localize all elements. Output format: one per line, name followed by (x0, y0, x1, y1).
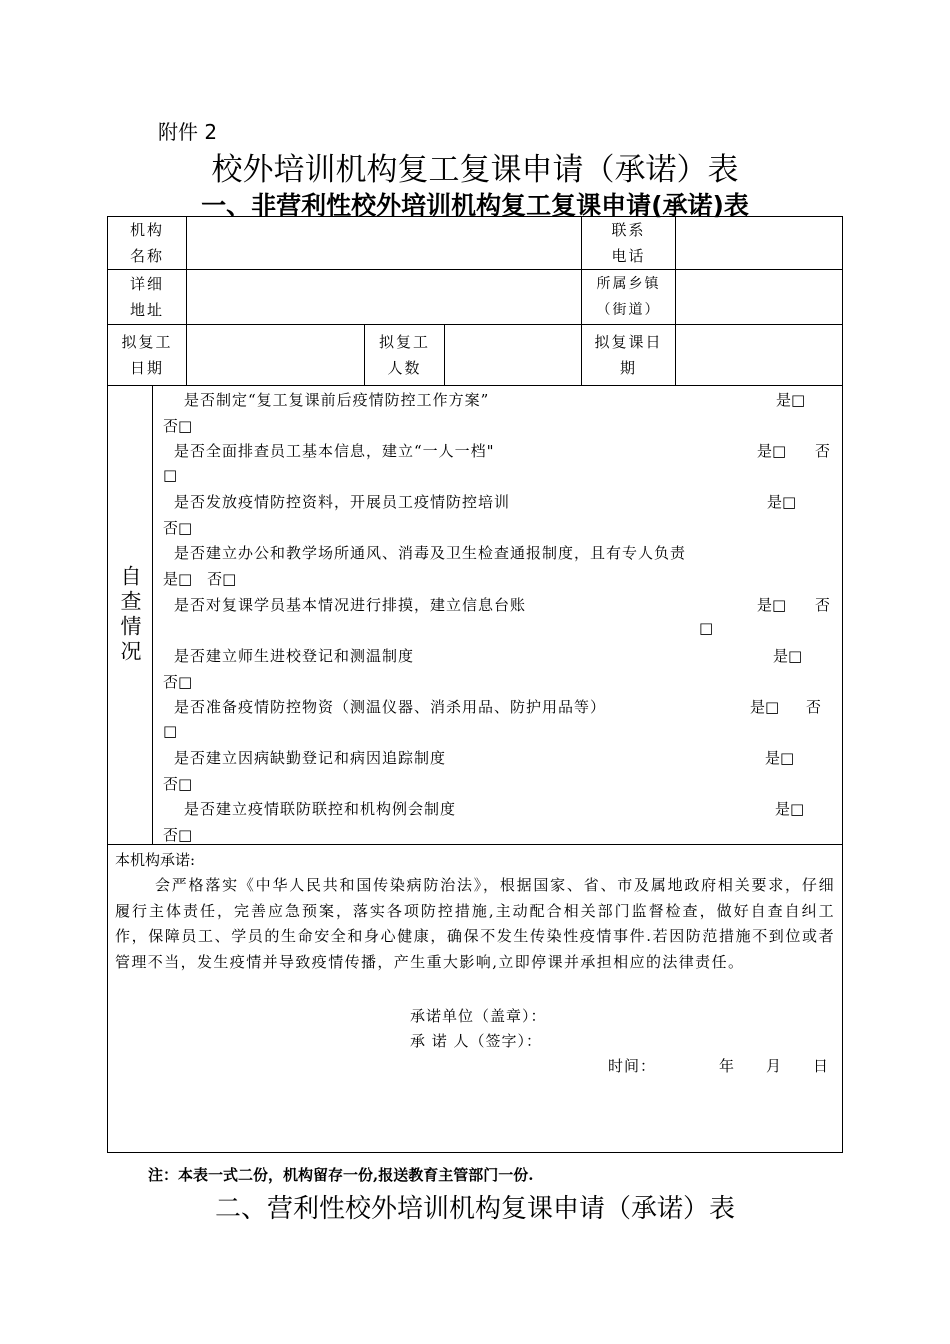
yes-checkbox[interactable]: 是□ (767, 493, 797, 511)
promise-heading: 本机构承诺: (115, 851, 196, 869)
no-checkbox[interactable]: □ (163, 722, 178, 740)
yes-checkbox[interactable]: 是□ (776, 391, 806, 409)
address-label: 详细 地址 (129, 275, 164, 319)
resume-work-date-label: 拟复工 日期 (121, 333, 173, 377)
no-checkbox[interactable]: □ (699, 619, 714, 637)
township-label: 所属乡镇 （街道） (596, 276, 661, 318)
promise-body: 会严格落实《中华人民共和国传染病防治法》，根据国家、省、市及属地政府相关要求，仔细履行主体责任，完善应急预案，落实各项防控措施,主动配合相关部门监督检查，做好自查自纠工作，保障员工、学员的生命安全和身心健康，确保不发生传染性疫情事件.若因防范措施不到位或者管理不当，发生疫情并导致疫情传播，产生重大影响,立即停课并承担相应的法律责任。 (115, 876, 835, 971)
no-label: 否 (806, 698, 822, 716)
check-item-question: 是否对复课学员基本情况进行排摸，建立信息台账 (174, 596, 527, 614)
no-checkbox[interactable]: 否□ (163, 775, 193, 793)
day-label: 日 (813, 1057, 829, 1075)
no-checkbox[interactable]: 否□ (163, 673, 193, 691)
no-checkbox[interactable]: 否□ (163, 826, 193, 844)
staff-count-field[interactable] (445, 325, 581, 385)
no-label: 否 (815, 442, 831, 460)
yes-no-checkbox[interactable]: 是□ 否□ (163, 570, 237, 588)
check-item-question: 是否建立疫情联防联控和机构例会制度 (184, 800, 457, 818)
no-checkbox[interactable]: 否□ (163, 417, 193, 435)
no-checkbox[interactable]: 否□ (163, 519, 193, 537)
time-label: 时间： (608, 1057, 657, 1075)
phone-field[interactable] (676, 217, 842, 269)
staff-count-label: 拟复工 人数 (378, 333, 430, 377)
check-item-question: 是否建立师生进校登记和测温制度 (174, 647, 415, 665)
org-name-label: 机构 名称 (129, 221, 164, 265)
page-title: 校外培训机构复工复课申请（承诺）表 (211, 152, 739, 188)
yes-checkbox[interactable]: 是□ (750, 698, 780, 716)
check-item-question: 是否发放疫情防控资料，开展员工疫情防控培训 (174, 493, 511, 511)
column-divider (152, 385, 153, 844)
month-label: 月 (766, 1057, 782, 1075)
yes-checkbox[interactable]: 是□ (765, 749, 795, 767)
check-item-question: 是否建立因病缺勤登记和病因追踪制度 (174, 749, 447, 767)
yes-checkbox[interactable]: 是□ (773, 647, 803, 665)
footnote: 注：本表一式二份，机构留存一份,报送教育主管部门一份. (148, 1166, 534, 1184)
yes-checkbox[interactable]: 是□ (757, 442, 787, 460)
check-item-question: 是否全面排查员工基本信息，建立“一人一档" (174, 442, 495, 460)
row-divider (107, 385, 843, 386)
check-item-question: 是否制定“复工复课前后疫情防控工作方案” (184, 391, 490, 409)
self-check-label: 自查情况 (118, 565, 142, 665)
promise-section (115, 848, 835, 975)
row-divider (107, 844, 843, 845)
check-item-question: 是否建立办公和教学场所通风、消毒及卫生检查通报制度，且有专人负责 (174, 544, 687, 562)
township-field[interactable] (676, 270, 842, 324)
yes-checkbox[interactable]: 是□ (775, 800, 805, 818)
no-checkbox[interactable]: □ (163, 466, 178, 484)
section1-title: 一、非营利性校外培训机构复工复课申请(承诺)表 (201, 191, 749, 220)
resume-class-date-field[interactable] (676, 325, 842, 385)
no-label: 否 (815, 596, 831, 614)
resume-work-date-field[interactable] (187, 325, 364, 385)
phone-label: 联系 电话 (611, 221, 646, 265)
check-item-question: 是否准备疫情防控物资（测温仪器、消杀用品、防护用品等） (174, 698, 607, 716)
attachment-label: 附件 2 (158, 120, 218, 144)
address-field[interactable] (187, 270, 581, 324)
resume-class-date-label: 拟复课日 期 (594, 333, 663, 377)
section2-title: 二、营利性校外培训机构复课申请（承诺）表 (214, 1194, 735, 1224)
yes-checkbox[interactable]: 是□ (757, 596, 787, 614)
commit-person-label: 承 诺 人（签字）： (410, 1032, 543, 1050)
commit-unit-label: 承诺单位（盖章）： (410, 1007, 547, 1025)
org-name-field[interactable] (187, 217, 581, 269)
year-label: 年 (719, 1057, 735, 1075)
